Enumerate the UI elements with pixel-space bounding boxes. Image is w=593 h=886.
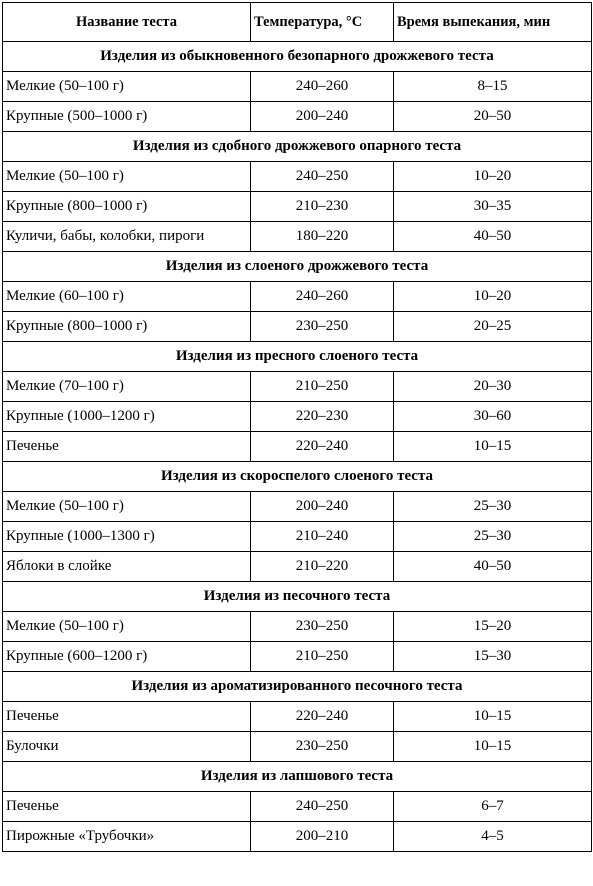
product-name-cell: Мелкие (70–100 г) [3,372,251,402]
temperature-cell: 220–240 [251,702,394,732]
section-row [3,582,592,612]
baking-time-cell: 20–25 [394,312,592,342]
temperature-cell: 180–220 [251,222,394,252]
product-name-cell: Куличи, бабы, колобки, пироги [3,222,251,252]
section-title: Изделия из слоеного дрожжевого теста [3,252,592,282]
section-title: Изделия из обыкновенного безопарного дрожжевого теста [3,42,592,72]
baking-time-cell: 8–15 [394,72,592,102]
table-row [3,312,592,342]
temperature-cell: 240–260 [251,282,394,312]
table-row [3,192,592,222]
table-row [3,612,592,642]
table-row [3,222,592,252]
baking-time-cell: 10–20 [394,162,592,192]
temperature-cell: 210–220 [251,552,394,582]
header-temperature: Температура, °С [251,3,394,42]
baking-time-cell: 10–15 [394,732,592,762]
product-name-cell: Крупные (1000–1200 г) [3,402,251,432]
temperature-cell: 240–260 [251,72,394,102]
section-row [3,342,592,372]
table-row [3,822,592,852]
temperature-cell: 200–210 [251,822,394,852]
baking-time-cell: 40–50 [394,552,592,582]
temperature-cell: 210–240 [251,522,394,552]
section-title: Изделия из пресного слоеного теста [3,342,592,372]
table-row [3,552,592,582]
temperature-cell: 210–230 [251,192,394,222]
product-name-cell: Мелкие (50–100 г) [3,612,251,642]
table-row [3,372,592,402]
product-name-cell: Булочки [3,732,251,762]
temperature-cell: 210–250 [251,372,394,402]
product-name-cell: Мелкие (50–100 г) [3,492,251,522]
product-name-cell: Пирожные «Трубочки» [3,822,251,852]
temperature-cell: 200–240 [251,492,394,522]
product-name-cell: Крупные (600–1200 г) [3,642,251,672]
table-row [3,102,592,132]
temperature-cell: 230–250 [251,612,394,642]
table-row [3,282,592,312]
header-baking-time: Время выпекания, мин [394,3,592,42]
section-row [3,462,592,492]
temperature-cell: 240–250 [251,792,394,822]
product-name-cell: Мелкие (50–100 г) [3,162,251,192]
temperature-cell: 220–230 [251,402,394,432]
temperature-cell: 230–250 [251,732,394,762]
table-row [3,702,592,732]
section-title: Изделия из сдобного дрожжевого опарного теста [3,132,592,162]
baking-table [2,2,592,852]
baking-time-cell: 25–30 [394,522,592,552]
section-row [3,672,592,702]
product-name-cell: Мелкие (50–100 г) [3,72,251,102]
section-title: Изделия из скороспелого слоеного теста [3,462,592,492]
product-name-cell: Крупные (500–1000 г) [3,102,251,132]
section-title: Изделия из лапшового теста [3,762,592,792]
table-row [3,792,592,822]
baking-time-cell: 25–30 [394,492,592,522]
section-title: Изделия из ароматизированного песочного теста [3,672,592,702]
temperature-cell: 200–240 [251,102,394,132]
baking-time-cell: 30–35 [394,192,592,222]
section-row [3,252,592,282]
product-name-cell: Яблоки в слойке [3,552,251,582]
baking-time-cell: 10–15 [394,702,592,732]
table-body [3,42,592,852]
table-row [3,402,592,432]
product-name-cell: Мелкие (60–100 г) [3,282,251,312]
baking-time-cell: 4–5 [394,822,592,852]
section-title: Изделия из песочного теста [3,582,592,612]
baking-time-cell: 6–7 [394,792,592,822]
temperature-cell: 230–250 [251,312,394,342]
baking-time-cell: 15–20 [394,612,592,642]
table-row [3,72,592,102]
header-name: Название теста [3,3,251,42]
table-row [3,642,592,672]
baking-time-cell: 20–30 [394,372,592,402]
table-row [3,492,592,522]
baking-time-cell: 30–60 [394,402,592,432]
baking-time-cell: 10–20 [394,282,592,312]
temperature-cell: 240–250 [251,162,394,192]
baking-time-cell: 15–30 [394,642,592,672]
baking-time-cell: 10–15 [394,432,592,462]
section-row [3,42,592,72]
table-row [3,162,592,192]
temperature-cell: 220–240 [251,432,394,462]
table-row [3,732,592,762]
table-row [3,522,592,552]
table-row [3,432,592,462]
baking-time-cell: 40–50 [394,222,592,252]
baking-time-cell: 20–50 [394,102,592,132]
product-name-cell: Крупные (800–1000 г) [3,312,251,342]
temperature-cell: 210–250 [251,642,394,672]
header-row [3,3,592,42]
product-name-cell: Крупные (1000–1300 г) [3,522,251,552]
product-name-cell: Печенье [3,702,251,732]
section-row [3,762,592,792]
section-row [3,132,592,162]
product-name-cell: Крупные (800–1000 г) [3,192,251,222]
product-name-cell: Печенье [3,432,251,462]
product-name-cell: Печенье [3,792,251,822]
